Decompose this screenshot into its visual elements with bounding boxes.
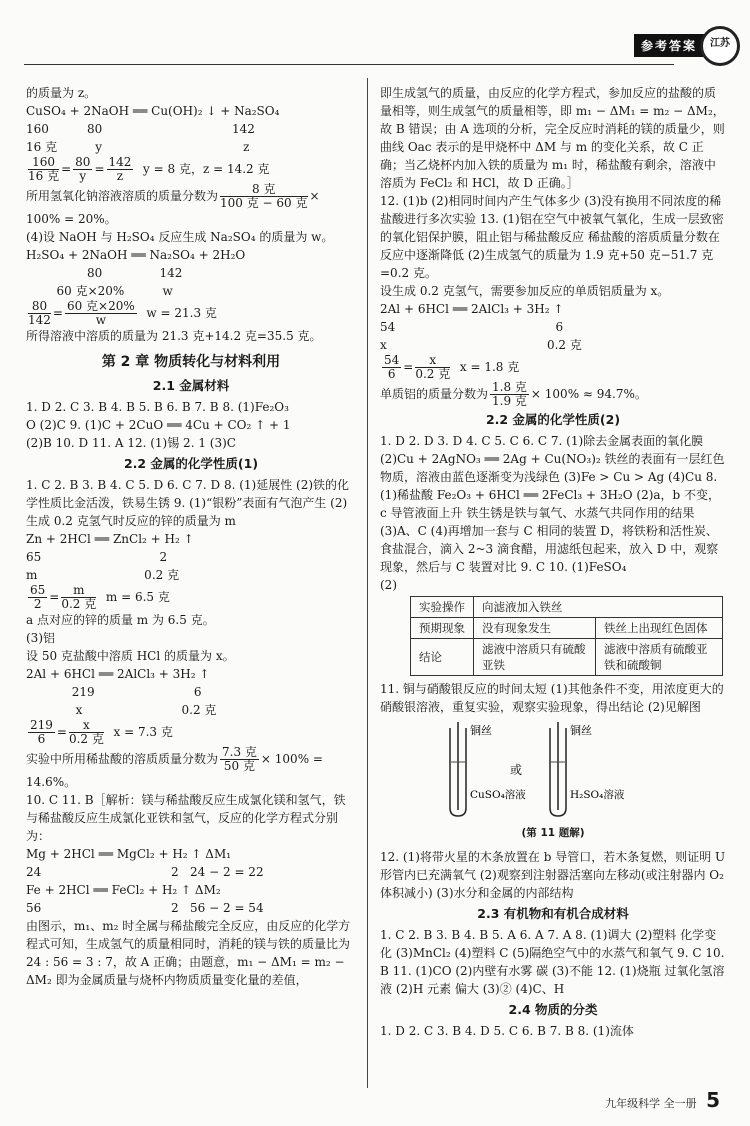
text-line: 所得溶液中溶质的质量为 21.3 克+14.2 克=35.5 克。 <box>26 329 322 343</box>
fraction: $\frac{\text{60 克×20\%}}{w}$ <box>66 300 135 327</box>
proportion: $\frac{54}{6}$ = $\frac{x}{\text{0.2 克}}$ x = 1.8 克 <box>384 354 520 381</box>
text-line: a 点对应的锌的质量 m 为 6.5 克。 <box>26 613 215 627</box>
table-row <box>411 639 723 676</box>
text-line: 单质铝的质量分数为 $\frac{\text{1.8 克}}{\text{1.9 克}}$ × 100% ≈ 94.7%。 <box>380 381 647 408</box>
figure-caption: (第 11 题解) <box>521 827 585 839</box>
table-row <box>411 618 723 639</box>
publisher-logo: 江苏 <box>700 26 740 66</box>
equation: Zn + 2HCl ══ ZnCl₂ + H₂ ↑ <box>26 532 194 546</box>
text-line: 实验中所用稀盐酸的溶质质量分数为 $\frac{\text{7.3 克}}{\text{50 克}}$ × 100% = <box>26 746 323 773</box>
text-line: 所用氢氧化钠溶液溶质的质量分数为 $\frac{\text{8 克}}{\text{100 克 − 60 克}}$ × <box>26 183 320 210</box>
header-rule <box>24 64 674 65</box>
or-label: 或 <box>510 763 523 777</box>
table-row <box>411 597 723 618</box>
text-line: 80 142 <box>26 266 183 280</box>
h2so4-solution-label: H₂SO₄溶液 <box>570 789 625 801</box>
text-line: 160 80 142 <box>26 122 255 136</box>
fraction: $\frac{54}{6}$ <box>384 354 400 381</box>
fraction: $\frac{x}{\text{0.2 克}}$ <box>68 719 104 746</box>
answer-line: 1. D 2. C 3. B 4. D 5. C 6. B 7. B 8. (1)流体 <box>380 1024 634 1038</box>
equation: Mg + 2HCl ══ MgCl₂ + H₂ ↑ ΔM₁ <box>26 847 232 861</box>
text-line: 219 6 <box>26 685 202 699</box>
fraction: $\frac{219}{6}$ <box>30 719 53 746</box>
proportion: $\frac{80}{142}$ = $\frac{\text{60 克×20\%}}{w}$ w = 21.3 克 <box>28 300 217 327</box>
fraction: $\frac{80}{y}$ <box>75 156 91 183</box>
fraction: $\frac{80}{142}$ <box>28 300 51 327</box>
cuso4-solution-label: CuSO₄溶液 <box>470 789 526 801</box>
table-cell: 预期现象 <box>411 618 474 639</box>
section-title: 2.4 物质的分类 <box>508 1002 598 1017</box>
proportion: $\frac{160}{\text{16 克}}$ = $\frac{80}{y}$ = $\frac{142}{z}$ y = 8 克，z = 14.2 克 <box>28 156 270 183</box>
fraction: $\frac{\text{8 克}}{\text{100 克 − 60 克}}$ <box>220 183 308 210</box>
proportion: $\frac{219}{6}$ = $\frac{x}{\text{0.2 克}}$ x = 7.3 克 <box>30 719 173 746</box>
section-title: 2.2 金属的化学性质(1) <box>123 456 259 471</box>
text-line: 60 克×20% w <box>26 284 173 298</box>
answer-paragraph: 1. C 2. B 3. B 4. C 5. D 6. C 7. D 8. (1)延展性 (2)铁的化学性质比金活泼，铁易生锈 9. (1)“银粉”表面有气泡产生 (2)生成 0.2 克氢气时反应的锌的质量为 m <box>26 478 350 528</box>
answer-paragraph: 12. (1)将带火星的木条放置在 b 导管口，若木条复燃，则证明 U 形管内已充满氧气 (2)观察到注射器活塞向左移动(或注射器内 O₂ 体积减小) (3)水分和金属的内部结构 <box>380 850 726 900</box>
fraction: $\frac{\text{7.3 克}}{\text{50 克}}$ <box>222 746 257 773</box>
answer-line: 1. D 2. C 3. B 4. B 5. B 6. B 7. B 8. (1)Fe₂O₃ <box>26 400 289 414</box>
fraction: $\frac{160}{\text{16 克}}$ <box>28 156 60 183</box>
fraction: $\frac{65}{2}$ <box>30 584 46 611</box>
fraction: $\frac{\text{1.8 克}}{\text{1.9 克}}$ <box>492 381 527 408</box>
equation: Fe + 2HCl ══ FeCl₂ + H₂ ↑ ΔM₂ <box>26 883 221 897</box>
equation: CuSO₄ + 2NaOH ══ Cu(OH)₂ ↓ + Na₂SO₄ <box>26 104 280 118</box>
copper-wire-label: 铜丝 <box>570 724 592 737</box>
answer-line: O (2)C 9. (1)C + 2CuO ══ 4Cu + CO₂ ↑ + 1 <box>26 418 291 432</box>
text-line: 设生成 0.2 克氢气，需要参加反应的单质铝质量为 x。 <box>380 284 670 298</box>
experiment-table <box>410 596 723 676</box>
text-line: x 0.2 克 <box>380 338 582 352</box>
text-line: m 0.2 克 <box>26 568 180 582</box>
answer-paragraph: 即生成氢气的质量，由反应的化学方程式，参加反应的盐酸的质量相等，则生成氢气的质量相等，即 m₁ − ΔM₁ = m₂ − ΔM₂，故 B 错误；由 A 选项的分析，完全反应时消耗的镁的质量少，则曲线 Oac 表示的是甲烧杯中 ΔM 与 m 的变化关系，故 C 正确；当乙烧杯内加入铁的质量为 m₁ 时，稀盐酸有剩余，溶液中溶质为 FeCl₂ 和 HCl，故 D 正确。］ <box>380 86 725 190</box>
proportion: $\frac{65}{2}$ = $\frac{m}{\text{0.2 克}}$ m = 6.5 克 <box>30 584 170 611</box>
left-column <box>26 84 356 989</box>
text-line: 54 6 <box>380 320 564 334</box>
text-line: 65 2 <box>26 550 168 564</box>
text-line: 16 克 y z <box>26 140 250 154</box>
right-column <box>380 84 726 1040</box>
text-line: (2) <box>380 578 397 592</box>
experiment-figure <box>380 720 726 820</box>
answer-key-badge: 参考答案 <box>634 34 704 57</box>
text-line: x 0.2 克 <box>26 703 217 717</box>
book-title: 九年级科学 全一册 <box>605 1097 697 1110</box>
fraction: $\frac{m}{\text{0.2 克}}$ <box>61 584 97 611</box>
answer-paragraph: 11. 铜与硝酸银反应的时间太短 (1)其他条件不变，用浓度更大的硝酸银溶液，重复实验，观察实验现象，得出结论 (2)见解图 <box>380 682 724 714</box>
table-cell: 结论 <box>411 639 474 676</box>
table-cell: 滤液中溶质有硫酸亚铁和硫酸铜 <box>596 639 723 676</box>
fraction: $\frac{142}{z}$ <box>108 156 132 183</box>
text-line: 100% = 20%。 <box>26 212 117 226</box>
test-tube-diagram <box>380 720 726 820</box>
fraction: $\frac{x}{\text{0.2 克}}$ <box>415 354 451 381</box>
test-tube-left <box>450 722 466 816</box>
answer-paragraph: 由图示，m₁、m₂ 时全属与稀盐酸完全反应，由反应的化学方程式可知，生成氢气的质量相同时，消耗的镁与铁的质量比为 24 : 56 = 3 : 7，故 A 正确；由题意，m₁ − ΔM₁ = m₂ − ΔM₂ 即为金属质量与烧杯内物质质量变化量的差值， <box>26 919 351 987</box>
equation: 2Al + 6HCl ══ 2AlCl₃ + 3H₂ ↑ <box>380 302 564 316</box>
chapter-title: 第 2 章 物质转化与材料利用 <box>101 354 281 370</box>
copper-wire-label: 铜丝 <box>470 724 492 737</box>
table-cell: 向滤液加入铁丝 <box>474 597 723 618</box>
equation: H₂SO₄ + 2NaOH ══ Na₂SO₄ + 2H₂O <box>26 248 246 262</box>
section-title: 2.2 金属的化学性质(2) <box>485 412 621 427</box>
text-line: (3)铝 <box>26 631 55 645</box>
table-cell: 没有现象发生 <box>474 618 596 639</box>
answer-paragraph: 1. D 2. D 3. D 4. C 5. C 6. C 7. (1)除去金属表面的氧化膜 (2)Cu + 2AgNO₃ ══ 2Ag + Cu(NO₃)₂ 铁丝的表面有一层红色物质，溶液由蓝色逐渐变为浅绿色 (3)Fe > Cu > Ag (4)Cu 8. (1)稀盐酸 Fe₂O₃ + 6HCl ══ 2FeCl₃ + 3H₂O (2)a，b 不变，c 导管液面上升 铁生锈是铁与氧气、水蒸气共同作用的结果 (3)A、C (4)再增加一套与 C 相同的装置 D，将铁粉和活性炭、食盐混合，滴入 2~3 滴食醋，用滤纸包起来，放入 D 中，观察现象，然后与 C 装置对比 9. C 10. (1)FeSO₄ <box>380 434 725 574</box>
column-divider <box>367 78 368 1088</box>
answer-paragraph: 10. C 11. B［解析：镁与稀盐酸反应生成氯化镁和氢气，铁与稀盐酸反应生成氯化亚铁和氢气，反应的化学方程式分别为： <box>26 793 346 843</box>
answer-paragraph: 12. (1)b (2)相同时间内产生气体多少 (3)没有换用不同浓度的稀盐酸进行多次实验 13. (1)铝在空气中被氧气氧化，生成一层致密的氧化铝保护膜，阻止铝与稀盐酸反应 稀盐酸的溶质质量分数在反应中逐渐降低 (2)生成氢气的质量为 1.9 克+50 克−51.7 克=0.2 克。 <box>380 194 724 280</box>
section-title: 2.3 有机物和有机合成材料 <box>477 906 629 921</box>
text-line: (4)设 NaOH 与 H₂SO₄ 反应生成 Na₂SO₄ 的质量为 w。 <box>26 230 334 244</box>
table-cell: 实验操作 <box>411 597 474 618</box>
equation: 2Al + 6HCl ══ 2AlCl₃ + 3H₂ ↑ <box>26 667 210 681</box>
text-line: 56 2 56 − 2 = 54 <box>26 901 264 915</box>
text-line: 的质量为 z。 <box>26 86 97 100</box>
table-cell: 铁丝上出现红色固体 <box>596 618 723 639</box>
table-cell: 滤液中溶质只有硫酸亚铁 <box>474 639 596 676</box>
page-number: 5 <box>706 1088 720 1112</box>
text-line: 14.6%。 <box>26 775 77 789</box>
test-tube-right <box>550 722 566 816</box>
page-footer <box>605 1088 720 1112</box>
answer-line: (2)B 10. D 11. A 12. (1)锡 2. 1 (3)C <box>26 436 236 450</box>
answer-paragraph: 1. C 2. B 3. B 4. B 5. A 6. A 7. A 8. (1)调大 (2)塑料 化学变化 (3)MnCl₂ (4)塑料 C (5)隔绝空气中的水蒸气和氧气 9. C 10. B 11. (1)CO (2)内壁有水雾 碳 (3)不能 12. (1)烧瓶 过氧化氢溶液 (2)H 元素 偏大 (3)② (4)C、H <box>380 928 725 996</box>
section-title: 2.1 金属材料 <box>152 378 230 393</box>
text-line: 24 2 24 − 2 = 22 <box>26 865 264 879</box>
text-line: 设 50 克盐酸中溶质 HCl 的质量为 x。 <box>26 649 235 663</box>
